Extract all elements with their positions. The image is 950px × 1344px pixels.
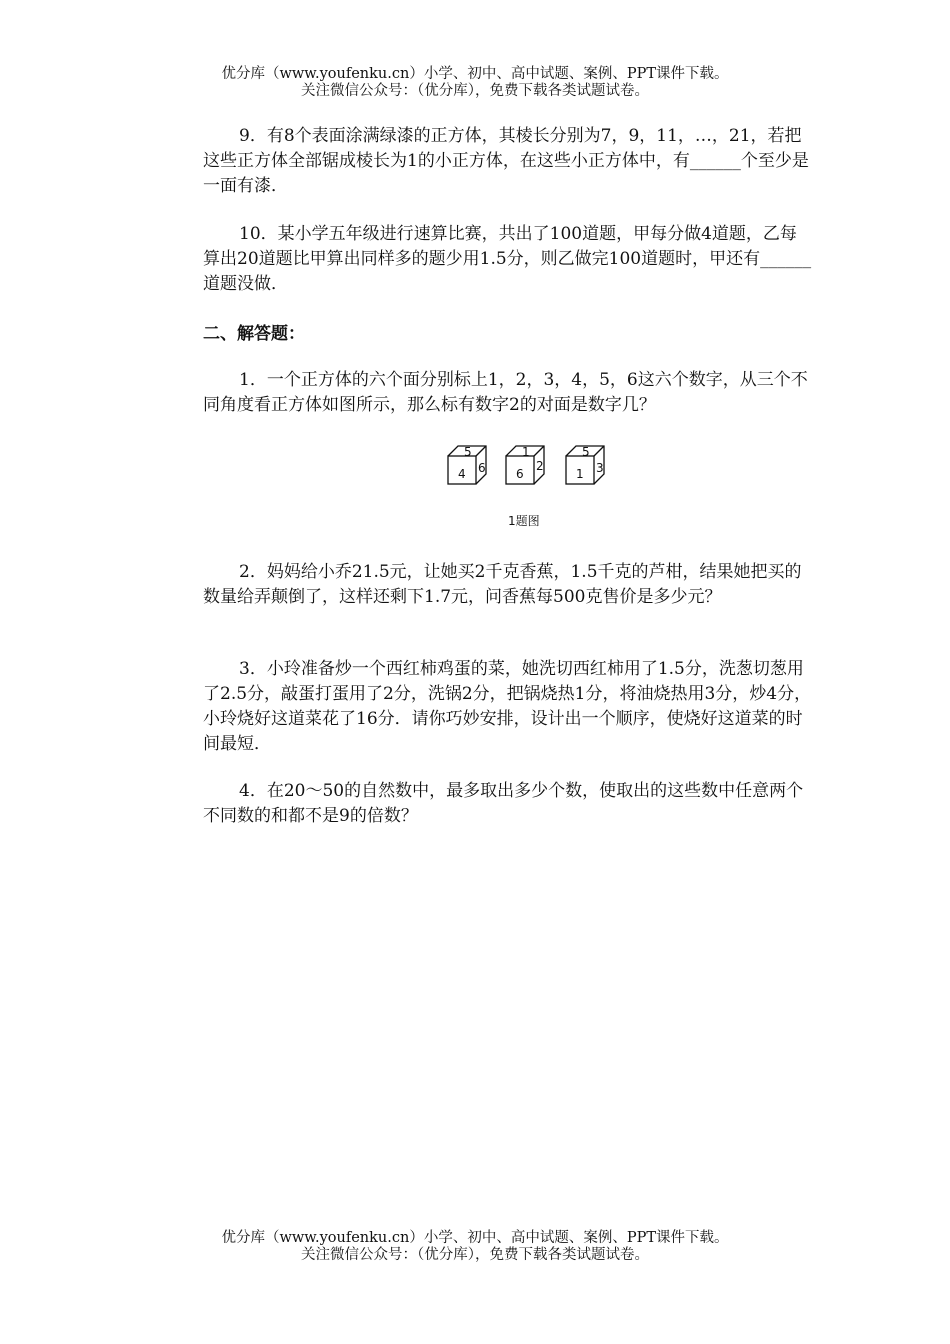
page-header: [0, 66, 950, 100]
problem-3: 3．小玲准备炒一个西红柿鸡蛋的菜，她洗切西红柿用了1.5分，洗葱切葱用了2.5分，敲蛋打蛋用了2分，洗锅2分，把锅烧热1分，将油烧热用3分，炒4分，小玲烧好这道菜花了16分．请你巧妙安排，设计出一个顺序，使烧好这道菜的时间最短．: [203, 659, 812, 754]
cube-2-front: 6: [516, 467, 524, 481]
cube-1-front: 4: [458, 467, 466, 481]
question-10: 10．某小学五年级进行速算比赛，共出了100道题，甲每分做4道题，乙每算出20道题比甲算出同样多的题少用1.5分，则乙做完100道题时，甲还有______道题没做．: [203, 224, 812, 294]
problem-2: 2．妈妈给小乔21.5元，让她买2千克香蕉，1.5千克的芦柑，结果她把买的数量给弄颠倒了，这样还剩下1.7元，问香蕉每500克售价是多少元？: [203, 562, 802, 607]
section-title: 二、解答题：: [203, 324, 305, 344]
cube-3-top: 5: [582, 445, 590, 459]
figure-caption: 1题图: [508, 514, 540, 528]
header-line-1: 优分库（www.youfenku.cn）小学、初中、高中试题、案例、PPT课件下载。: [221, 66, 729, 82]
footer-line-1: 优分库（www.youfenku.cn）小学、初中、高中试题、案例、PPT课件下载。: [221, 1230, 729, 1246]
cube-view-2: [506, 445, 544, 484]
cube-3-side: 3: [596, 461, 604, 475]
problem-1: 1．一个正方体的六个面分别标上1，2，3，4，5，6这六个数字，从三个不同角度看正方体如图所示，那么标有数字2的对面是数字几？: [203, 370, 808, 415]
cube-figure: [440, 436, 620, 496]
cube-2-top: 1: [522, 445, 530, 459]
problem-4: 4．在20～50的自然数中，最多取出多少个数，使取出的这些数中任意两个不同数的和都不是9的倍数？: [203, 781, 804, 826]
footer-line-2: 关注微信公众号：（优分库），免费下载各类试题试卷。: [301, 1247, 649, 1263]
cube-3-front: 1: [576, 467, 584, 481]
cube-view-1: [448, 445, 486, 484]
question-9: 9．有8个表面涂满绿漆的正方体，其棱长分别为7，9，11，…，21，若把这些正方体全部锯成棱长为1的小正方体，在这些小正方体中，有______个至少是一面有漆．: [203, 126, 809, 196]
cube-views-svg: [440, 436, 620, 496]
cube-view-3: [566, 445, 604, 484]
cube-2-side: 2: [536, 459, 544, 473]
cube-1-top: 5: [464, 445, 472, 459]
cube-1-side: 6: [478, 461, 486, 475]
page-footer: [0, 1230, 950, 1264]
header-line-2: 关注微信公众号：（优分库），免费下载各类试题试卷。: [301, 83, 649, 99]
